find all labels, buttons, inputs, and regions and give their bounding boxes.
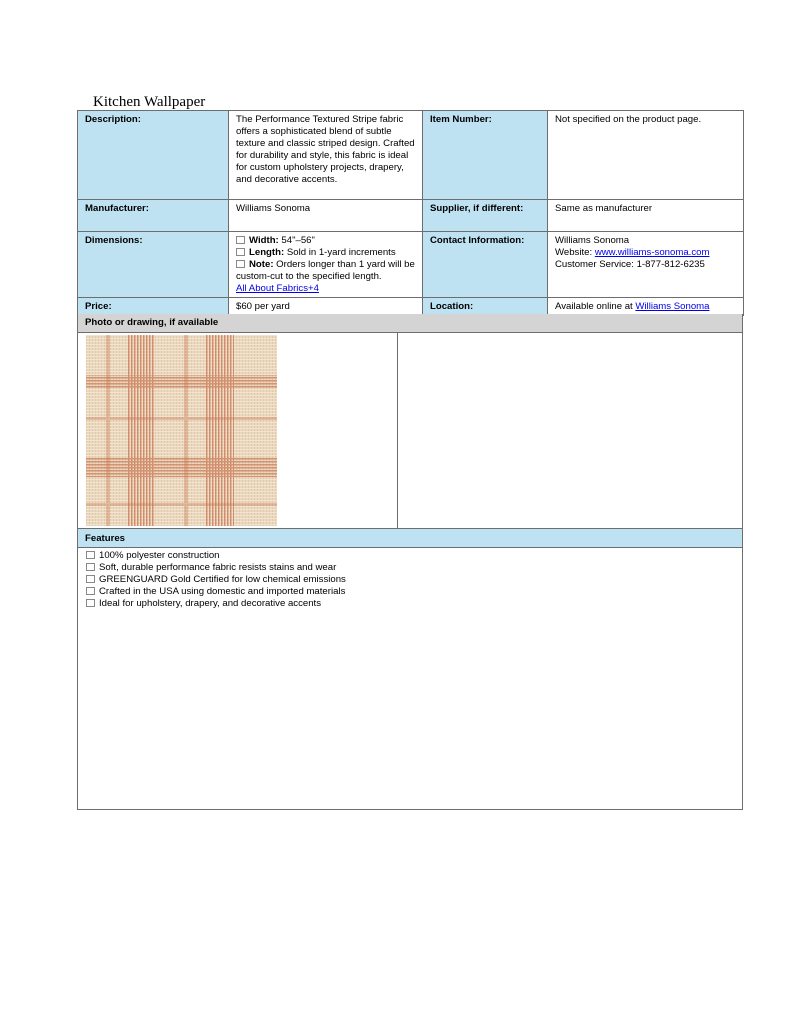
manufacturer-label: Manufacturer: <box>78 200 229 232</box>
note-label: Note: <box>249 259 274 270</box>
description-value: The Performance Textured Stripe fabric offers a sophisticated blend of subtle texture and classic striped design. Crafted for durability and style, this fabric is ideal for custom upholstery projects, drapery, and decorative accents. <box>229 111 423 200</box>
features-header: Features <box>77 528 743 548</box>
manufacturer-value: Williams Sonoma <box>229 200 423 232</box>
length-line <box>236 247 415 259</box>
website-link[interactable]: www.williams-sonoma.com <box>594 247 710 258</box>
item-number-label: Item Number: <box>423 111 548 200</box>
customer-service: Customer Service: 1-877-812-6235 <box>555 259 705 270</box>
row-price <box>78 298 744 316</box>
supplier-label: Supplier, if different: <box>423 200 548 232</box>
note-line <box>236 259 415 283</box>
bullet-icon <box>236 260 245 268</box>
location-prefix: Available online at <box>555 301 636 312</box>
price-value: $60 per yard <box>229 298 423 316</box>
spec-table <box>77 110 744 316</box>
bullet-icon <box>86 563 95 571</box>
row-dimensions <box>78 232 744 298</box>
dimensions-value <box>229 232 423 298</box>
feature-item: 100% polyester construction <box>86 550 734 562</box>
all-about-fabrics-link[interactable]: All About Fabrics+4 <box>236 283 319 294</box>
row-manufacturer <box>78 200 744 232</box>
feature-item: GREENGUARD Gold Certified for low chemical emissions <box>86 574 734 586</box>
item-number-value: Not specified on the product page. <box>548 111 744 200</box>
bullet-icon <box>86 575 95 583</box>
bullet-icon <box>86 599 95 607</box>
row-description <box>78 111 744 200</box>
feature-item: Ideal for upholstery, drapery, and decorative accents <box>86 598 734 610</box>
feature-item: Crafted in the USA using domestic and imported materials <box>86 586 734 598</box>
location-link[interactable]: Williams Sonoma <box>635 301 710 312</box>
location-value <box>548 298 744 316</box>
document-title: Kitchen Wallpaper <box>93 94 206 110</box>
bullet-icon <box>236 236 245 244</box>
supplier-value: Same as manufacturer <box>548 200 744 232</box>
width-value: 54"–56" <box>278 235 315 246</box>
bullet-icon <box>86 587 95 595</box>
website-line <box>555 247 736 259</box>
length-label: Length: <box>249 247 285 258</box>
dimensions-label: Dimensions: <box>78 232 229 298</box>
features-list <box>77 547 743 810</box>
bullet-icon <box>236 248 245 256</box>
fabric-swatch-image <box>86 335 277 526</box>
bullet-icon <box>86 551 95 559</box>
description-label: Description: <box>78 111 229 200</box>
photo-section <box>77 332 743 529</box>
photo-cell <box>78 332 398 528</box>
length-value: Sold in 1-yard increments <box>284 247 396 258</box>
price-label: Price: <box>78 298 229 316</box>
contact-value <box>548 232 744 298</box>
photo-section-header: Photo or drawing, if available <box>77 314 743 333</box>
website-label: Website: <box>555 247 595 258</box>
width-label: Width: <box>249 235 279 246</box>
note-value: Orders longer than 1 yard will be custom-cut to the specified length. <box>236 259 415 282</box>
location-label: Location: <box>423 298 548 316</box>
contact-name: Williams Sonoma <box>555 235 630 246</box>
feature-item: Soft, durable performance fabric resists stains and wear <box>86 562 734 574</box>
width-line <box>236 235 415 247</box>
contact-label: Contact Information: <box>423 232 548 298</box>
